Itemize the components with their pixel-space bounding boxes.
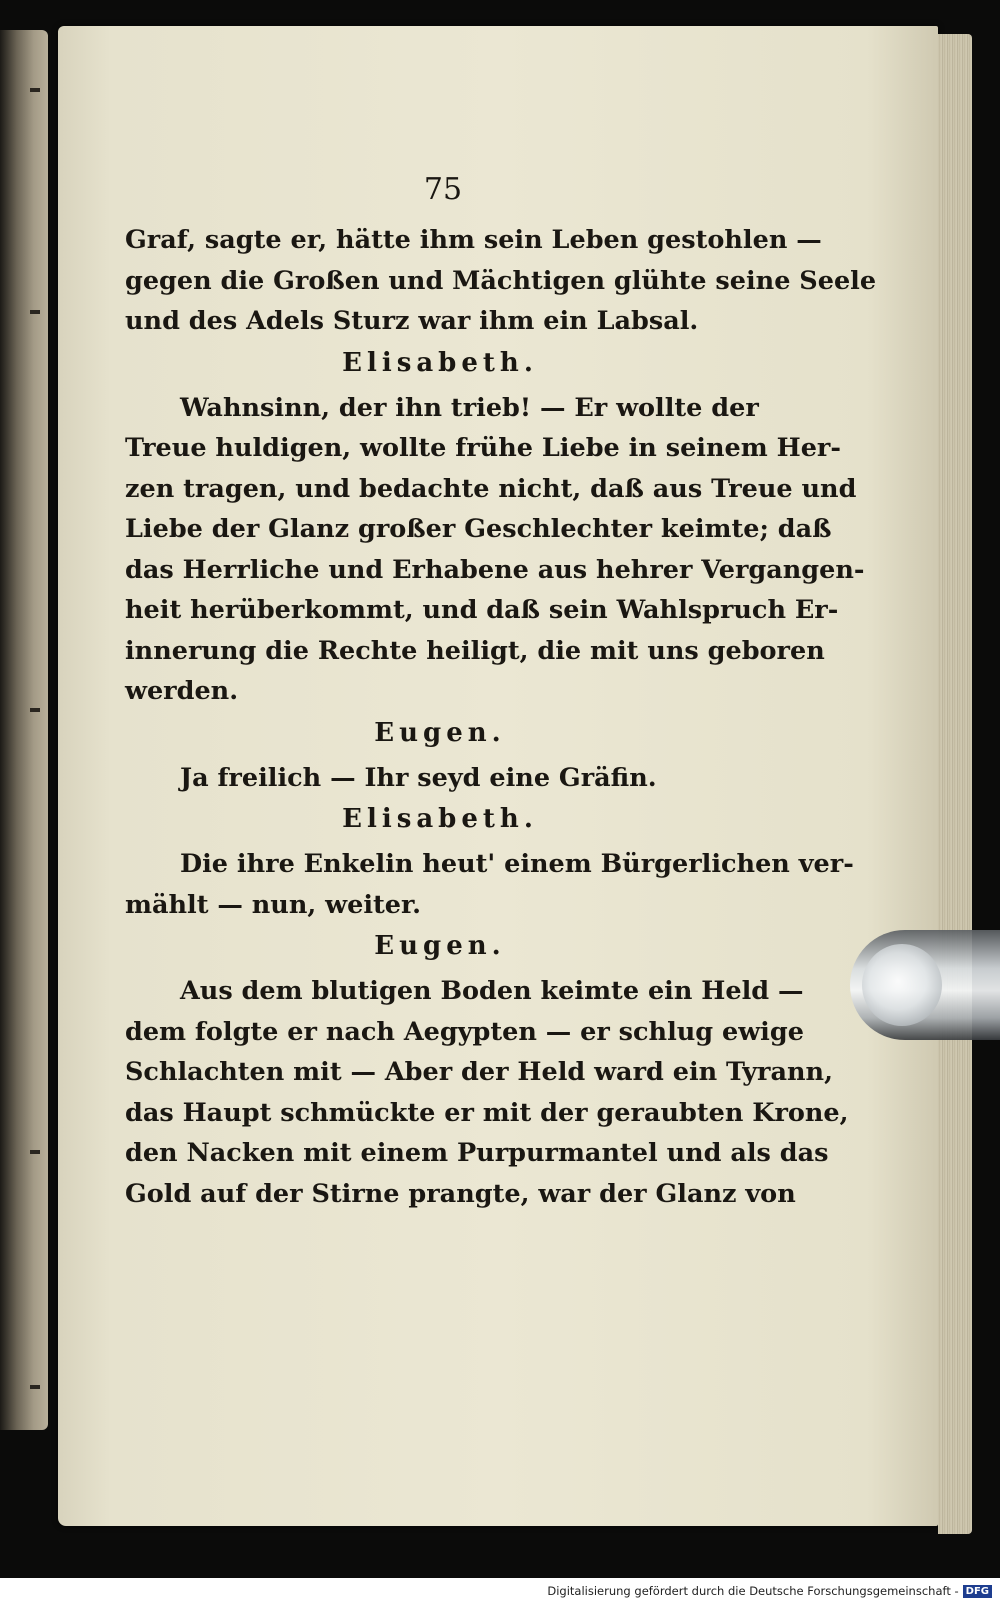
text-line: dem folgte er nach Aegypten — er schlug ewige xyxy=(125,1016,804,1047)
paragraph xyxy=(125,844,854,925)
paragraph xyxy=(125,220,877,342)
book-clamp-highlight xyxy=(862,944,942,1026)
paragraph xyxy=(125,971,849,1214)
text-line: den Nacken mit einem Purpurmantel und als das xyxy=(125,1138,829,1168)
text-line: Ja freilich — Ihr seyd eine Gräfin. xyxy=(180,762,657,793)
text-line: Schlachten mit — Aber der Held ward ein Tyrann, xyxy=(125,1057,833,1087)
text-line: Aus dem blutigen Boden keimte ein Held — xyxy=(180,976,804,1006)
text-line: das Haupt schmückte er mit der geraubten Krone, xyxy=(125,1097,849,1128)
footer-credit: Digitalisierung gefördert durch die Deutsche Forschungsgemeinschaft - xyxy=(547,1584,959,1598)
text-line: Liebe der Glanz großer Geschlechter keimte; daß xyxy=(125,514,832,544)
text-line: Gold auf der Stirne prangte, war der Glanz von xyxy=(125,1178,796,1209)
text-line: gegen die Großen und Mächtigen glühte seine Seele xyxy=(125,265,877,296)
paragraph xyxy=(125,388,865,712)
text-line: Treue huldigen, wollte frühe Liebe in seinem Her- xyxy=(125,433,841,463)
text-line: Wahnsinn, der ihn trieb! — Er wollte der xyxy=(180,392,759,423)
text-line: zen tragen, und bedachte nicht, daß aus Treue und xyxy=(125,473,857,504)
digitization-footer xyxy=(0,1578,1000,1604)
text-line: Die ihre Enkelin heut' einem Bürgerlichen ver- xyxy=(180,849,854,879)
text-line: das Herrliche und Erhabene aus hehrer Vergangen- xyxy=(125,554,865,585)
speaker-name: Eugen. xyxy=(374,931,506,961)
text-line: werden. xyxy=(125,676,239,706)
page-stack-edge xyxy=(938,34,972,1534)
text-line: mählt — nun, weiter. xyxy=(125,889,421,920)
speaker-name: Eugen. xyxy=(374,717,506,748)
facing-page-edge xyxy=(0,30,48,1430)
text-line: innerung die Rechte heiligt, die mit uns geboren xyxy=(125,635,825,666)
page-number: 75 xyxy=(423,172,463,207)
speaker-name: Elisabeth. xyxy=(342,347,538,378)
paragraph xyxy=(125,758,755,799)
text-line: heit herüberkommt, und daß sein Wahlspruch Er- xyxy=(125,595,839,625)
speaker-name: Elisabeth. xyxy=(342,804,538,834)
text-line: und des Adels Sturz war ihm ein Labsal. xyxy=(125,306,699,336)
dfg-logo: DFG xyxy=(963,1585,992,1598)
text-line: Graf, sagte er, hätte ihm sein Leben gestohlen — xyxy=(125,225,822,255)
